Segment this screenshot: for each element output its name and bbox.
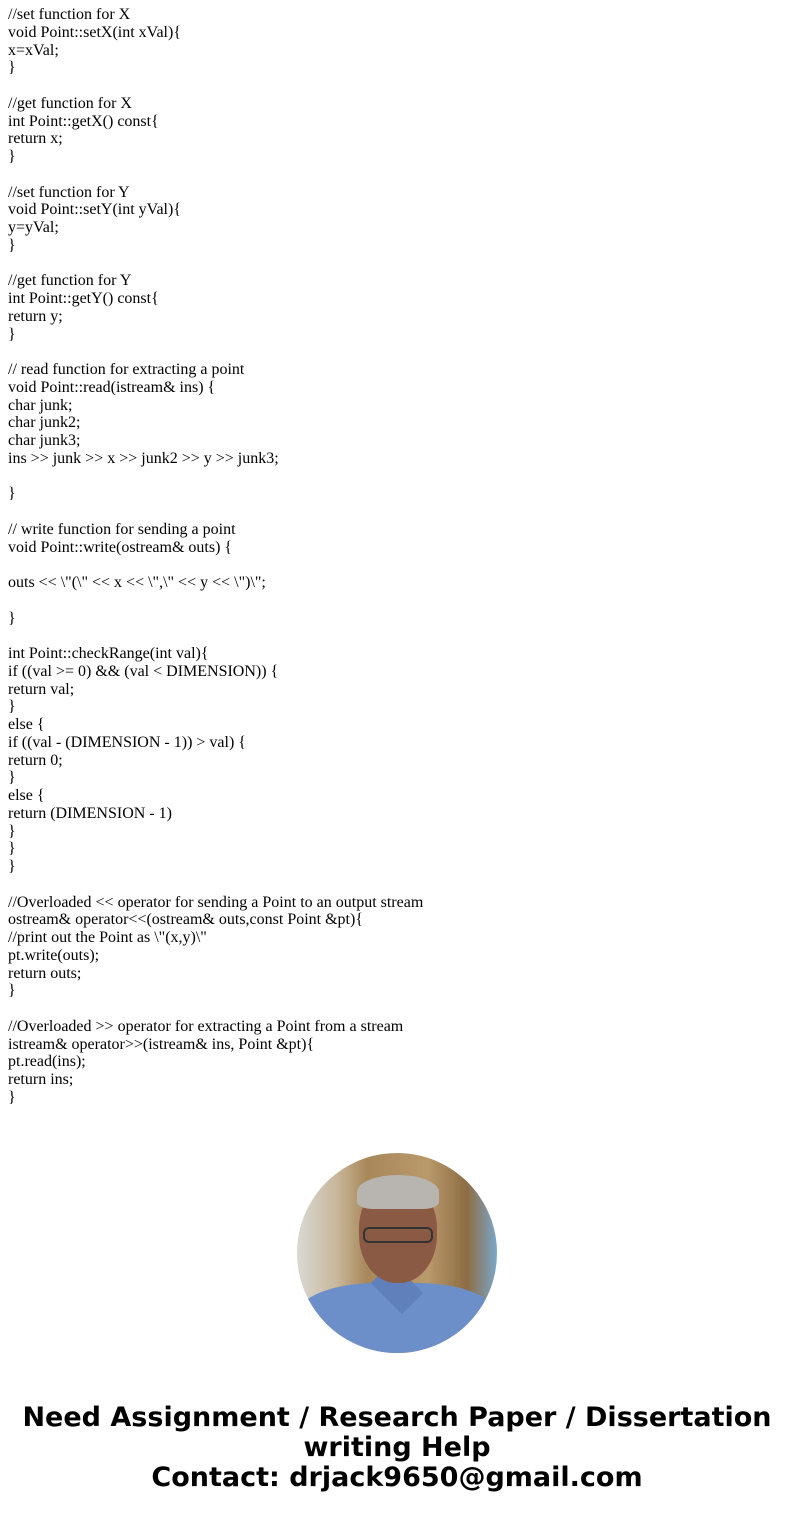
code-line: //Overloaded << operator for sending a Point to an output stream <box>8 893 424 911</box>
code-line: } <box>8 822 16 840</box>
code-line: } <box>8 1088 16 1106</box>
code-line: void Point::read(istream& ins) { <box>8 378 216 396</box>
author-photo <box>297 1153 497 1353</box>
code-line: ins >> junk >> x >> junk2 >> y >> junk3; <box>8 449 279 467</box>
code-line: } <box>8 148 16 165</box>
code-line <box>8 627 423 645</box>
code-line: pt.write(outs); <box>8 946 100 964</box>
code-line: y=yVal; <box>8 219 59 236</box>
code-line: //set function for Y <box>8 183 130 201</box>
code-line <box>8 592 423 610</box>
hair-shape <box>357 1175 439 1209</box>
ad-line-2: writing Help <box>303 1432 491 1463</box>
code-line: else { <box>8 787 45 804</box>
code-line: // write function for sending a point <box>8 520 236 538</box>
code-line: } <box>8 769 16 787</box>
code-line: char junk; <box>8 396 73 414</box>
code-line: } <box>8 609 16 627</box>
code-line: outs << \"(\" << x << \",\" << y << \")\"; <box>8 574 266 591</box>
code-line: } <box>8 236 16 254</box>
code-line: else { <box>8 716 45 733</box>
code-line: return val; <box>8 680 75 698</box>
code-line: // read function for extracting a point <box>8 361 245 378</box>
code-line <box>8 1000 423 1018</box>
code-line: ostream& operator<<(ostream& outs,const Point &pt){ <box>8 911 363 929</box>
code-line: return y; <box>8 307 63 325</box>
code-line: } <box>8 698 16 716</box>
code-line: } <box>8 485 16 503</box>
code-line: return (DIMENSION - 1) <box>8 804 172 822</box>
code-line <box>8 343 423 361</box>
code-line <box>8 77 423 95</box>
code-line: void Point::setX(int xVal){ <box>8 23 182 41</box>
code-line: //Overloaded >> operator for extracting a Point from a stream <box>8 1017 404 1035</box>
code-line: char junk2; <box>8 414 81 432</box>
code-line: void Point::write(ostream& outs) { <box>8 538 233 556</box>
code-line: //get function for Y <box>8 272 132 290</box>
code-line: char junk3; <box>8 432 81 449</box>
code-line: if ((val - (DIMENSION - 1)) > val) { <box>8 733 246 751</box>
code-listing <box>8 6 423 1107</box>
code-line: return ins; <box>8 1071 74 1088</box>
code-line <box>8 468 423 486</box>
code-line <box>8 166 423 184</box>
code-line <box>8 255 423 273</box>
code-line: //get function for X <box>8 94 132 112</box>
glasses-icon <box>363 1227 433 1243</box>
code-line: //print out the Point as \"(x,y)\" <box>8 929 207 946</box>
ad-contact: Contact: drjack9650@gmail.com <box>151 1462 643 1493</box>
code-line <box>8 556 423 574</box>
code-line: } <box>8 858 16 875</box>
code-line: } <box>8 325 16 343</box>
code-line <box>8 876 423 894</box>
code-line: if ((val >= 0) && (val < DIMENSION)) { <box>8 662 279 680</box>
code-line: return x; <box>8 130 63 148</box>
code-line: } <box>8 840 16 858</box>
code-line: } <box>8 59 16 77</box>
code-line: istream& operator>>(istream& ins, Point &pt){ <box>8 1035 315 1053</box>
ad-line-1: Need Assignment / Research Paper / Dissertation <box>22 1402 772 1433</box>
code-line <box>8 503 423 521</box>
code-line: int Point::checkRange(int val){ <box>8 645 209 662</box>
code-line: //set function for X <box>8 6 131 23</box>
code-line: pt.read(ins); <box>8 1053 86 1071</box>
code-line: } <box>8 982 16 1000</box>
code-line: int Point::getY() const{ <box>8 290 159 307</box>
code-line: void Point::setY(int yVal){ <box>8 201 182 219</box>
code-line: return outs; <box>8 964 82 982</box>
code-line: x=xVal; <box>8 41 59 59</box>
code-line: return 0; <box>8 751 63 769</box>
help-advertisement <box>0 1403 794 1493</box>
code-line: int Point::getX() const{ <box>8 112 159 130</box>
